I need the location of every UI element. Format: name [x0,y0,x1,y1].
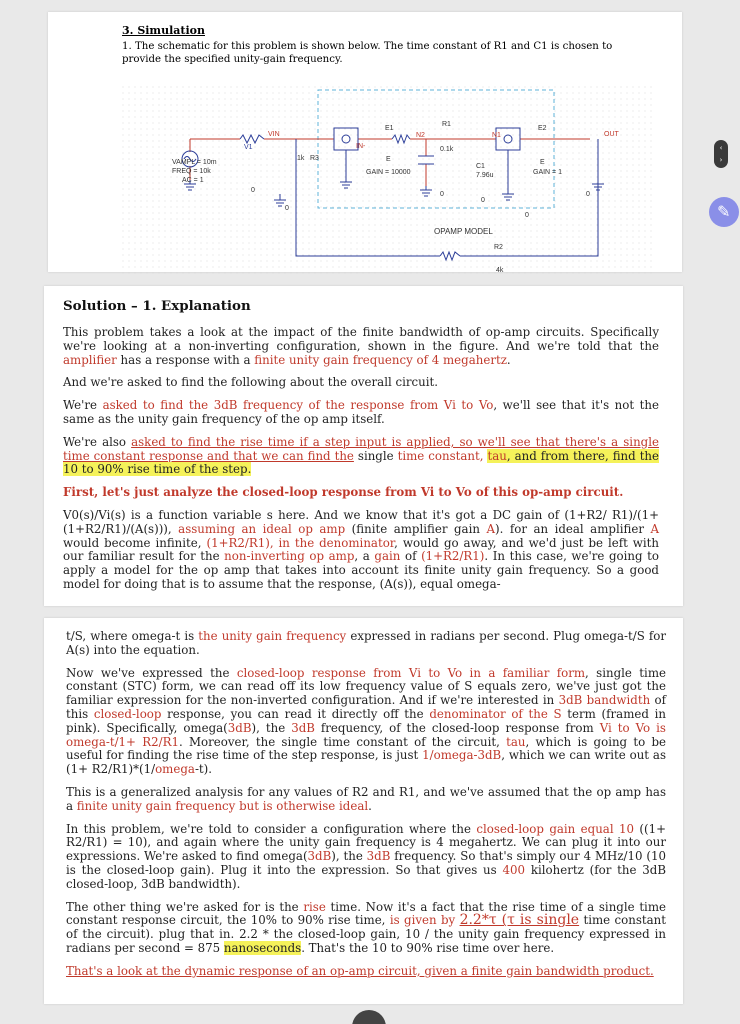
ac-label: AC = 1 [182,177,204,184]
c1-value: 7.96u [476,172,494,179]
continuation-paragraph-4: In this problem, we're told to consider a configuration where the closed-loop gain equal 10 ((1+ R2/R1) = 10), and again where the unity gain frequency is 4 megahertz. We can plug it into our expressions. We're asked to find omega(3dB), the 3dB frequency. So that's simply our 4 MHz/10 (10 is the closed-loop gain). Plug it into the expression. So that gives us 400 kilohertz (for the 3dB closed-loop, 3dB bandwidth). [66,821,666,891]
e1-label: E1 [385,125,394,132]
simulation-heading: 3. Simulation [122,24,205,37]
e1-type: E [386,156,391,163]
freq-label: FREQ = 10k [172,168,211,175]
solution-paragraph-5: First, let's just analyze the closed-loop response from Vi to Vo of this op-amp circuit. [63,485,624,500]
solution-paragraph-3: We're asked to find the 3dB frequency of the response from Vi to Vo, we'll see that it's not the same as the unity gain frequency of the op amp itself. [63,398,659,426]
simulation-card [48,12,682,272]
pencil-icon: ✎ [717,202,731,221]
opamp-model-label: OPAMP MODEL [434,227,493,236]
ground-label-2: 0 [285,205,289,212]
continuation-paragraph-2: Now we've expressed the closed-loop response from Vi to Vo in a familiar form, single time constant (STC) form, we can read off its low frequency value of S equals zero, we've just got the familiar expression for the non-inverted configuration. And if we're interested in 3dB bandwidth of this closed-loop response, you can read it directly off the denominator of the S term (framed in pink). Specifically, omega(3dB), the 3dB frequency, of the closed-loop response from Vi to Vo is omega-t/1+ R2/R1. Moreover, the single time constant of the circuit, tau, which is going to be useful for finding the rise time of the step response, is just 1/omega-3dB, which we can write out as (1+ R2/R1)*(1/omega-t). [66,665,667,777]
gain2-label: GAIN = 1 [533,169,562,176]
vin-label: VIN [268,131,280,138]
ground-label-5: 0 [525,212,529,219]
simulation-text: 1. The schematic for this problem is shown below. The time constant of R1 and C1 is chosen to provide the specified unity-gain frequency. [122,41,613,66]
continuation-paragraph-5: The other thing we're asked for is the rise time. Now it's a fact that the rise time of a single time constant response circuit, the 10% to 90% rise time, is given by 2.2*τ (τ is single time constant of the circuit). plug that in. 2.2 * the closed-loop gain, 10 / the unity gain frequency expressed in radians per second = 875 nanoseconds. That's the 10 to 90% rise time over here. [66,899,667,955]
r3-label: R3 [310,155,319,162]
ground-label-6: 0 [586,191,590,198]
gain1-label: GAIN = 10000 [366,169,411,176]
ground-label-4: 0 [481,197,485,204]
r1-label: R1 [442,121,451,128]
page-scroll-control[interactable] [714,140,728,168]
c1-label: C1 [476,163,485,170]
e2-type: E [540,159,545,166]
solution-paragraph-6: V0(s)/Vi(s) is a function variable s here. And we know that it's got a DC gain of (1+R2/ R1)/(1+(1+R2/R1)/(A(s))), assuming an ideal op amp (finite amplifier gain A). for an ideal amplifier A would become infinite, (1+R2/R1), in the denominator, would go away, and we'd just be left with our familiar result for the non-inverting op amp, a gain of (1+R2/R1). In this case, we're going to apply a model for the op amp that takes into account its finite unity gain frequency. So a good model for doing that is to assume that the response, (A(s)), equal omega- [63,507,660,591]
scroll-up-icon[interactable]: ‹ [719,144,723,152]
scroll-to-top-button[interactable] [352,1010,386,1024]
r1-value: 0.1k [440,146,454,153]
n2-label: N2 [416,132,425,139]
edit-button[interactable] [709,197,739,227]
r3-value: 1k [297,155,305,162]
scroll-down-icon[interactable]: › [719,156,723,164]
e2-label: E2 [538,125,547,132]
circuit-schematic [120,84,655,274]
ground-label-3: 0 [440,191,444,198]
continuation-paragraph-6: That's a look at the dynamic response of an op-amp circuit, given a finite gain bandwidth product. [66,963,654,978]
solution-paragraph-4: We're also asked to find the rise time if a step input is applied, so we'll see that there's a single time constant response and that we can find the single time constant, tau, and from there, find the 10 to 90% rise time of the step. [63,434,660,477]
r2-label: R2 [494,244,503,251]
solution-card [44,286,683,606]
out-label: OUT [604,131,619,138]
continuation-paragraph-3: This is a generalized analysis for any values of R2 and R1, and we've assumed that the op amp has a finite unity gain frequency but is otherwise ideal. [66,784,666,813]
in-minus-label: IN- [356,143,366,150]
n1-label: N1 [492,132,501,139]
vampl-label: VAMPL = 10m [172,159,217,166]
solution-title: Solution – 1. Explanation [63,298,251,314]
solution-paragraph-2: And we're asked to find the following about the overall circuit. [63,375,438,390]
r2-value: 4k [496,267,504,274]
v1-label: V1 [244,144,253,151]
solution-paragraph-1: This problem takes a look at the impact of the finite bandwidth of op-amp circuits. Specifically we're looking at a non-inverting configuration, shown in the figure. And we're told that the amplifier has a response with a finite unity gain frequency of 4 megahertz. [63,325,659,367]
continuation-card [44,618,683,1004]
continuation-paragraph-1: t/S, where omega-t is the unity gain frequency expressed in radians per second. Plug omega-t/S for A(s) into the equation. [66,629,667,657]
ground-label-1: 0 [251,187,255,194]
